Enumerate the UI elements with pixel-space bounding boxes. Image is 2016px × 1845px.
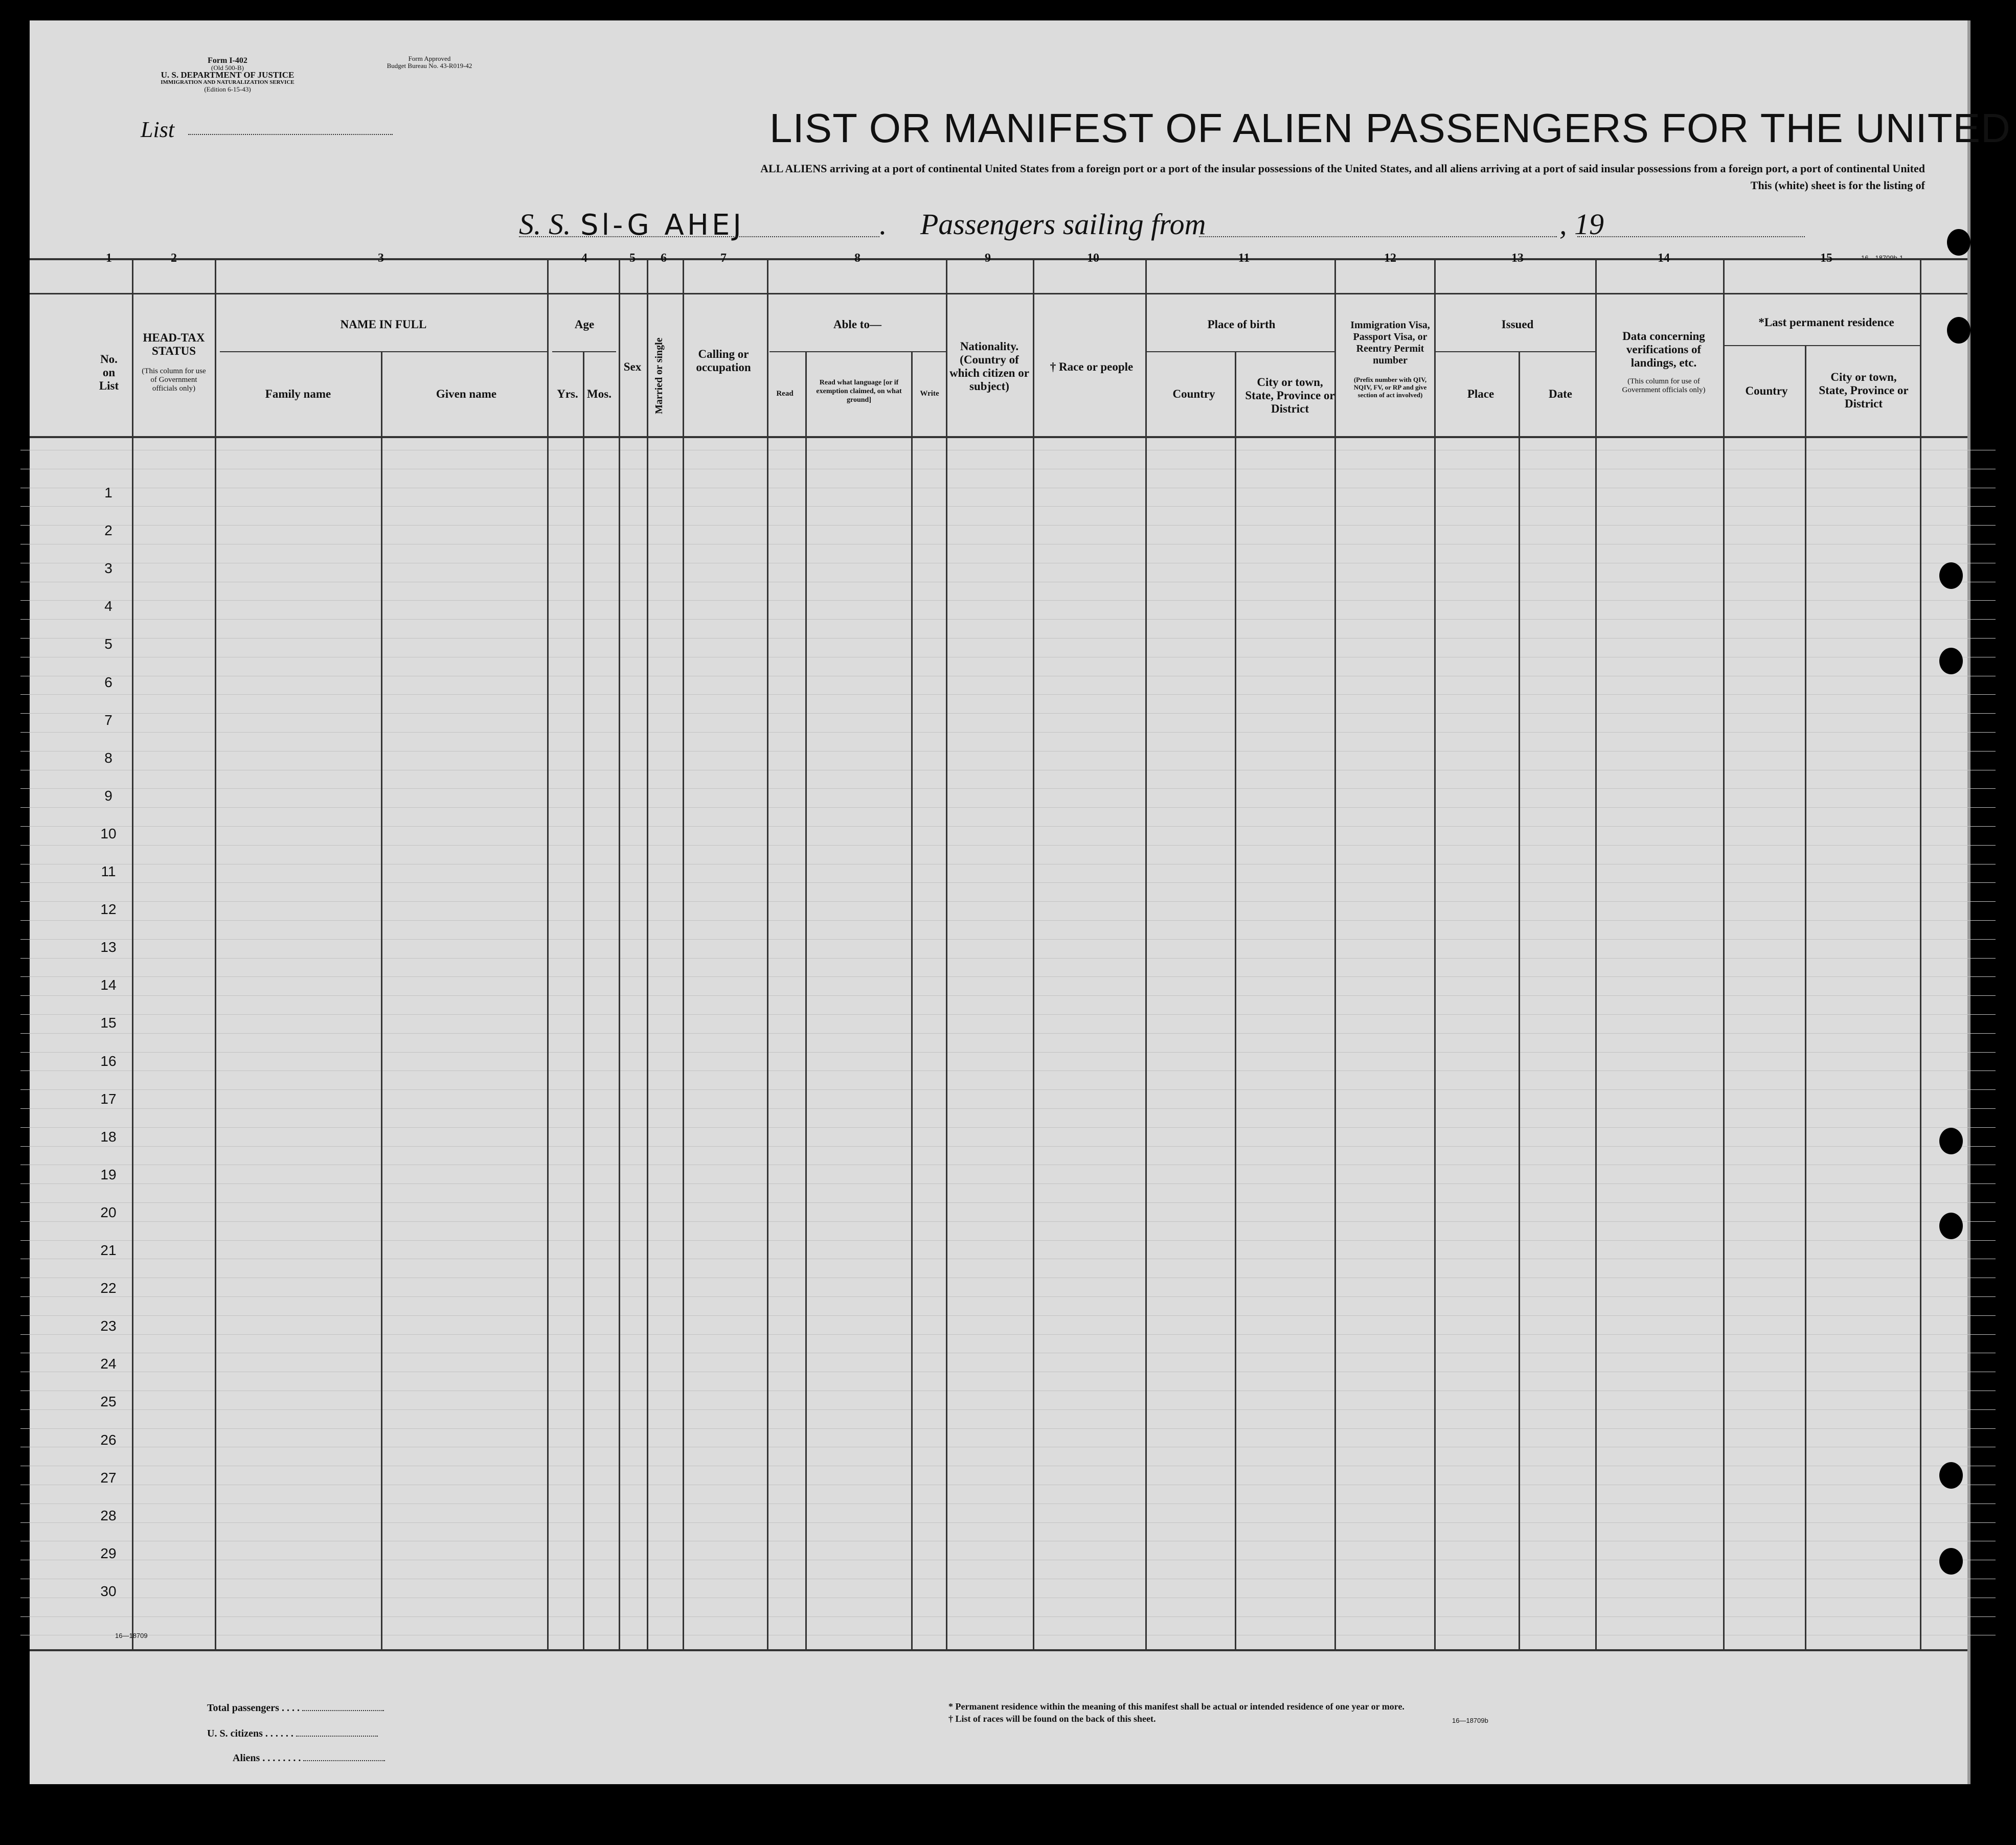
row-number: 23 xyxy=(100,1318,117,1334)
ship-name-blank xyxy=(519,236,879,237)
footer-us-citizens: U. S. citizens . . . . . . xyxy=(207,1728,378,1740)
ruled-line xyxy=(20,1221,1996,1222)
header-lr-country: Country xyxy=(1745,384,1788,397)
ruled-line xyxy=(20,1070,1996,1071)
footnote-races: † List of races will be found on the back of this sheet. xyxy=(948,1714,1156,1724)
row-number: 22 xyxy=(100,1280,117,1296)
manifest-title: LIST OR MANIFEST OF ALIEN PASSENGERS FOR THE UNITED xyxy=(769,105,2011,151)
column-line xyxy=(1920,258,1921,1649)
header-mos: Mos. xyxy=(587,388,611,400)
ruled-line xyxy=(20,995,1996,996)
ruled-line xyxy=(20,1183,1996,1184)
column-line xyxy=(911,351,913,1649)
list-number-blank xyxy=(188,134,393,135)
ruled-line xyxy=(20,958,1996,959)
ruled-line xyxy=(20,1052,1996,1053)
col-num-3: 3 xyxy=(378,252,384,265)
aliens-label: Aliens xyxy=(233,1752,260,1764)
col-num-13: 13 xyxy=(1511,252,1524,265)
ruled-line xyxy=(20,1409,1996,1410)
ruled-line xyxy=(20,1315,1996,1316)
col-num-9: 9 xyxy=(985,252,991,265)
punch-hole-icon xyxy=(1939,1548,1963,1575)
header-able-to: Able to— xyxy=(833,318,881,331)
birth-subrule xyxy=(1145,351,1334,352)
ruled-line xyxy=(20,1089,1996,1090)
header-race: † Race or people xyxy=(1050,360,1134,373)
column-line xyxy=(1805,345,1806,1649)
header-data-note: (This column for use of Government officials only) xyxy=(1622,377,1706,394)
row-number: 26 xyxy=(100,1432,117,1448)
row-number: 21 xyxy=(100,1242,117,1258)
budget-block xyxy=(358,55,501,70)
col-num-15: 15 xyxy=(1820,252,1832,265)
row-number: 15 xyxy=(100,1015,117,1031)
total-blank xyxy=(302,1710,384,1711)
header-nationality: Nationality. (Country of which citizen or subject) xyxy=(949,340,1029,393)
ruled-line xyxy=(20,600,1996,601)
header-read: Read xyxy=(776,390,794,398)
year-prefix: , 19 xyxy=(1559,208,1604,241)
row-number: 6 xyxy=(104,674,112,690)
list-label: List xyxy=(141,117,175,142)
footer-total-passengers: Total passengers . . . . xyxy=(207,1702,384,1714)
row-number: 28 xyxy=(100,1508,117,1523)
column-line xyxy=(946,258,947,1649)
issued-subrule xyxy=(1434,351,1595,352)
ss-label: S. S. xyxy=(519,208,571,241)
header-read-language: Read what language [or if exemption claimed, on what ground] xyxy=(816,379,902,404)
row-number: 9 xyxy=(104,788,112,804)
footer-aliens: Aliens . . . . . . . . xyxy=(233,1752,385,1764)
row-number: 4 xyxy=(104,598,112,614)
header-bottom-rule xyxy=(30,436,1967,438)
header-last-residence: *Last permanent residence xyxy=(1758,316,1894,329)
col-num-2: 2 xyxy=(171,252,177,265)
header-country: Country xyxy=(1172,388,1215,400)
ruled-line xyxy=(20,826,1996,827)
header-sex: Sex xyxy=(623,360,642,373)
column-line xyxy=(1723,258,1725,1649)
header-immigration-visa: Immigration Visa, Passport Visa, or Reentry Permit number xyxy=(1350,320,1430,366)
ship-name-handwritten: Sl-G AHEJ xyxy=(580,209,744,242)
department-name: U. S. DEPARTMENT OF JUSTICE xyxy=(161,70,295,80)
ruled-line xyxy=(20,1127,1996,1128)
column-line xyxy=(1145,258,1147,1649)
header-write: Write xyxy=(920,390,939,398)
row-number: 14 xyxy=(100,977,117,993)
ruled-line xyxy=(20,732,1996,733)
ruled-line xyxy=(20,807,1996,808)
punch-hole-icon xyxy=(1947,229,1970,256)
punch-hole-icon xyxy=(1947,317,1970,344)
ruled-line xyxy=(20,638,1996,639)
col-num-14: 14 xyxy=(1658,252,1670,265)
ruled-line xyxy=(20,713,1996,714)
ruled-line xyxy=(20,1240,1996,1241)
citizens-blank xyxy=(296,1736,378,1737)
ruled-line xyxy=(20,1033,1996,1034)
ruled-line xyxy=(20,694,1996,695)
row-number: 7 xyxy=(104,712,112,728)
header-number-rule xyxy=(30,293,1967,294)
row-number: 27 xyxy=(100,1470,117,1486)
ship-name-period: . xyxy=(879,208,887,241)
ruled-line xyxy=(20,1296,1996,1297)
column-line xyxy=(1334,258,1336,1649)
header-lr-city: City or town, State, Province or District xyxy=(1819,371,1909,410)
row-number: 20 xyxy=(100,1204,117,1220)
ruled-line xyxy=(20,1522,1996,1523)
header-place-of-birth: Place of birth xyxy=(1207,318,1276,331)
header-calling: Calling or occupation xyxy=(696,348,751,374)
ruled-line xyxy=(20,1202,1996,1203)
row-number: 13 xyxy=(100,939,117,955)
residence-subrule xyxy=(1723,345,1920,346)
header-family-name: Family name xyxy=(265,388,331,400)
header-given-name: Given name xyxy=(436,388,497,400)
ruled-line xyxy=(20,939,1996,940)
header-married-single: Married or single xyxy=(653,337,665,414)
header-head-tax-note: (This column for use of Government officials only) xyxy=(142,367,206,393)
row-number: 12 xyxy=(100,901,117,917)
ruled-line xyxy=(20,1334,1996,1335)
header-date: Date xyxy=(1549,388,1572,400)
old-form-number: (Old 500-B) xyxy=(211,64,244,72)
row-number: 24 xyxy=(100,1356,117,1372)
row-number: 11 xyxy=(101,863,116,879)
row-number: 29 xyxy=(100,1545,117,1561)
total-label: Total passengers xyxy=(207,1702,279,1714)
footer-form-code: 16—18709b xyxy=(1452,1717,1488,1724)
name-subrule xyxy=(220,351,547,352)
header-data-concerning: Data concerning verifications of landings, etc. xyxy=(1622,330,1705,369)
column-line xyxy=(805,351,807,1649)
row-number: 16 xyxy=(100,1053,117,1069)
ruled-line xyxy=(20,976,1996,977)
ruled-line xyxy=(20,788,1996,789)
column-line xyxy=(547,258,549,1649)
header-head-tax: HEAD-TAX STATUS xyxy=(143,331,205,357)
able-subrule xyxy=(769,351,946,352)
header-yrs: Yrs. xyxy=(557,388,578,400)
column-line xyxy=(381,351,382,1649)
row-number: 1 xyxy=(104,485,112,500)
row-number: 18 xyxy=(100,1129,117,1145)
column-line xyxy=(1519,351,1520,1649)
punch-hole-icon xyxy=(1939,562,1963,589)
header-age: Age xyxy=(574,318,595,331)
column-line xyxy=(1595,258,1597,1649)
col-num-1: 1 xyxy=(106,252,112,265)
header-name-in-full: NAME IN FULL xyxy=(340,318,427,331)
column-line xyxy=(1434,258,1436,1649)
header-city: City or town, State, Province or District xyxy=(1245,376,1335,415)
col-num-10: 10 xyxy=(1087,252,1099,265)
col-num-12: 12 xyxy=(1384,252,1396,265)
row-number: 5 xyxy=(104,636,112,652)
column-line xyxy=(215,258,216,1649)
ruled-line xyxy=(20,1146,1996,1147)
column-line xyxy=(647,258,648,1649)
row-number: 30 xyxy=(100,1583,117,1599)
sailing-date-blank xyxy=(1577,236,1805,237)
ruled-line xyxy=(20,1616,1996,1617)
column-line xyxy=(583,351,584,1649)
ruled-line xyxy=(20,845,1996,846)
subtitle-line-1: ALL ALIENS arriving at a port of continental United States from a foreign port or a port of the insular possessions of the United States, and all aliens arriving at a port of said insular possessions from a foreign port, a port of continental United xyxy=(760,162,1925,175)
row-number: 19 xyxy=(100,1167,117,1182)
sailing-from-label: Passengers sailing from xyxy=(920,208,1206,241)
ruled-line xyxy=(20,920,1996,921)
column-line xyxy=(619,258,620,1649)
column-line xyxy=(1033,258,1034,1649)
budget-number: Budget Bureau No. 43-R019-42 xyxy=(387,62,472,70)
col-num-6: 6 xyxy=(661,252,667,265)
row-number: 3 xyxy=(104,560,112,576)
row-number: 17 xyxy=(100,1091,117,1107)
header-no-on-list: No. on List xyxy=(99,353,119,392)
form-number: Form I-402 xyxy=(208,56,247,65)
form-edition: (Edition 6-15-43) xyxy=(204,85,251,93)
punch-hole-icon xyxy=(1939,1462,1963,1489)
subtitle-line-2: This (white) sheet is for the listing of xyxy=(1750,179,1925,192)
ruled-line xyxy=(20,1014,1996,1015)
row-number: 25 xyxy=(100,1394,117,1409)
ruled-line xyxy=(20,1108,1996,1109)
aliens-blank xyxy=(303,1760,385,1761)
punch-hole-icon xyxy=(1939,1128,1963,1154)
ruled-line xyxy=(20,619,1996,620)
header-visa-note: (Prefix number with QIV, NQIV, FV, or RP and give section of act involved) xyxy=(1353,376,1427,399)
table-top-rule xyxy=(30,258,1967,260)
punch-hole-icon xyxy=(1939,648,1963,674)
column-line xyxy=(132,258,133,1649)
ruled-line xyxy=(20,506,1996,507)
column-line xyxy=(1235,351,1236,1649)
col-num-11: 11 xyxy=(1238,252,1250,265)
table-bottom-rule xyxy=(30,1649,1967,1651)
ruled-line xyxy=(20,525,1996,526)
citizens-label: U. S. citizens xyxy=(207,1728,263,1739)
col-num-7: 7 xyxy=(720,252,727,265)
row-number: 8 xyxy=(104,750,112,766)
punch-hole-icon xyxy=(1939,1213,1963,1239)
col-num-8: 8 xyxy=(854,252,860,265)
header-issued: Issued xyxy=(1501,318,1534,331)
row-number: 2 xyxy=(104,522,112,538)
manifest-sheet xyxy=(30,20,1970,1784)
service-name: IMMIGRATION AND NATURALIZATION SERVICE xyxy=(161,79,295,85)
row-number: 10 xyxy=(100,826,117,841)
column-line xyxy=(767,258,768,1649)
col-num-5: 5 xyxy=(629,252,636,265)
form-header-block xyxy=(130,57,325,93)
ruled-line xyxy=(20,1428,1996,1429)
ruled-line xyxy=(20,901,1996,902)
column-line xyxy=(683,258,684,1649)
form-approved: Form Approved xyxy=(408,55,451,62)
header-place: Place xyxy=(1467,388,1494,400)
col-num-4: 4 xyxy=(581,252,587,265)
ruled-line xyxy=(20,882,1996,883)
sailing-port-blank xyxy=(1199,236,1557,237)
footnote-residence: * Permanent residence within the meaning of this manifest shall be actual or intended residence of one year or more. xyxy=(948,1701,1405,1712)
bottom-form-code: 16—18709 xyxy=(115,1632,148,1639)
